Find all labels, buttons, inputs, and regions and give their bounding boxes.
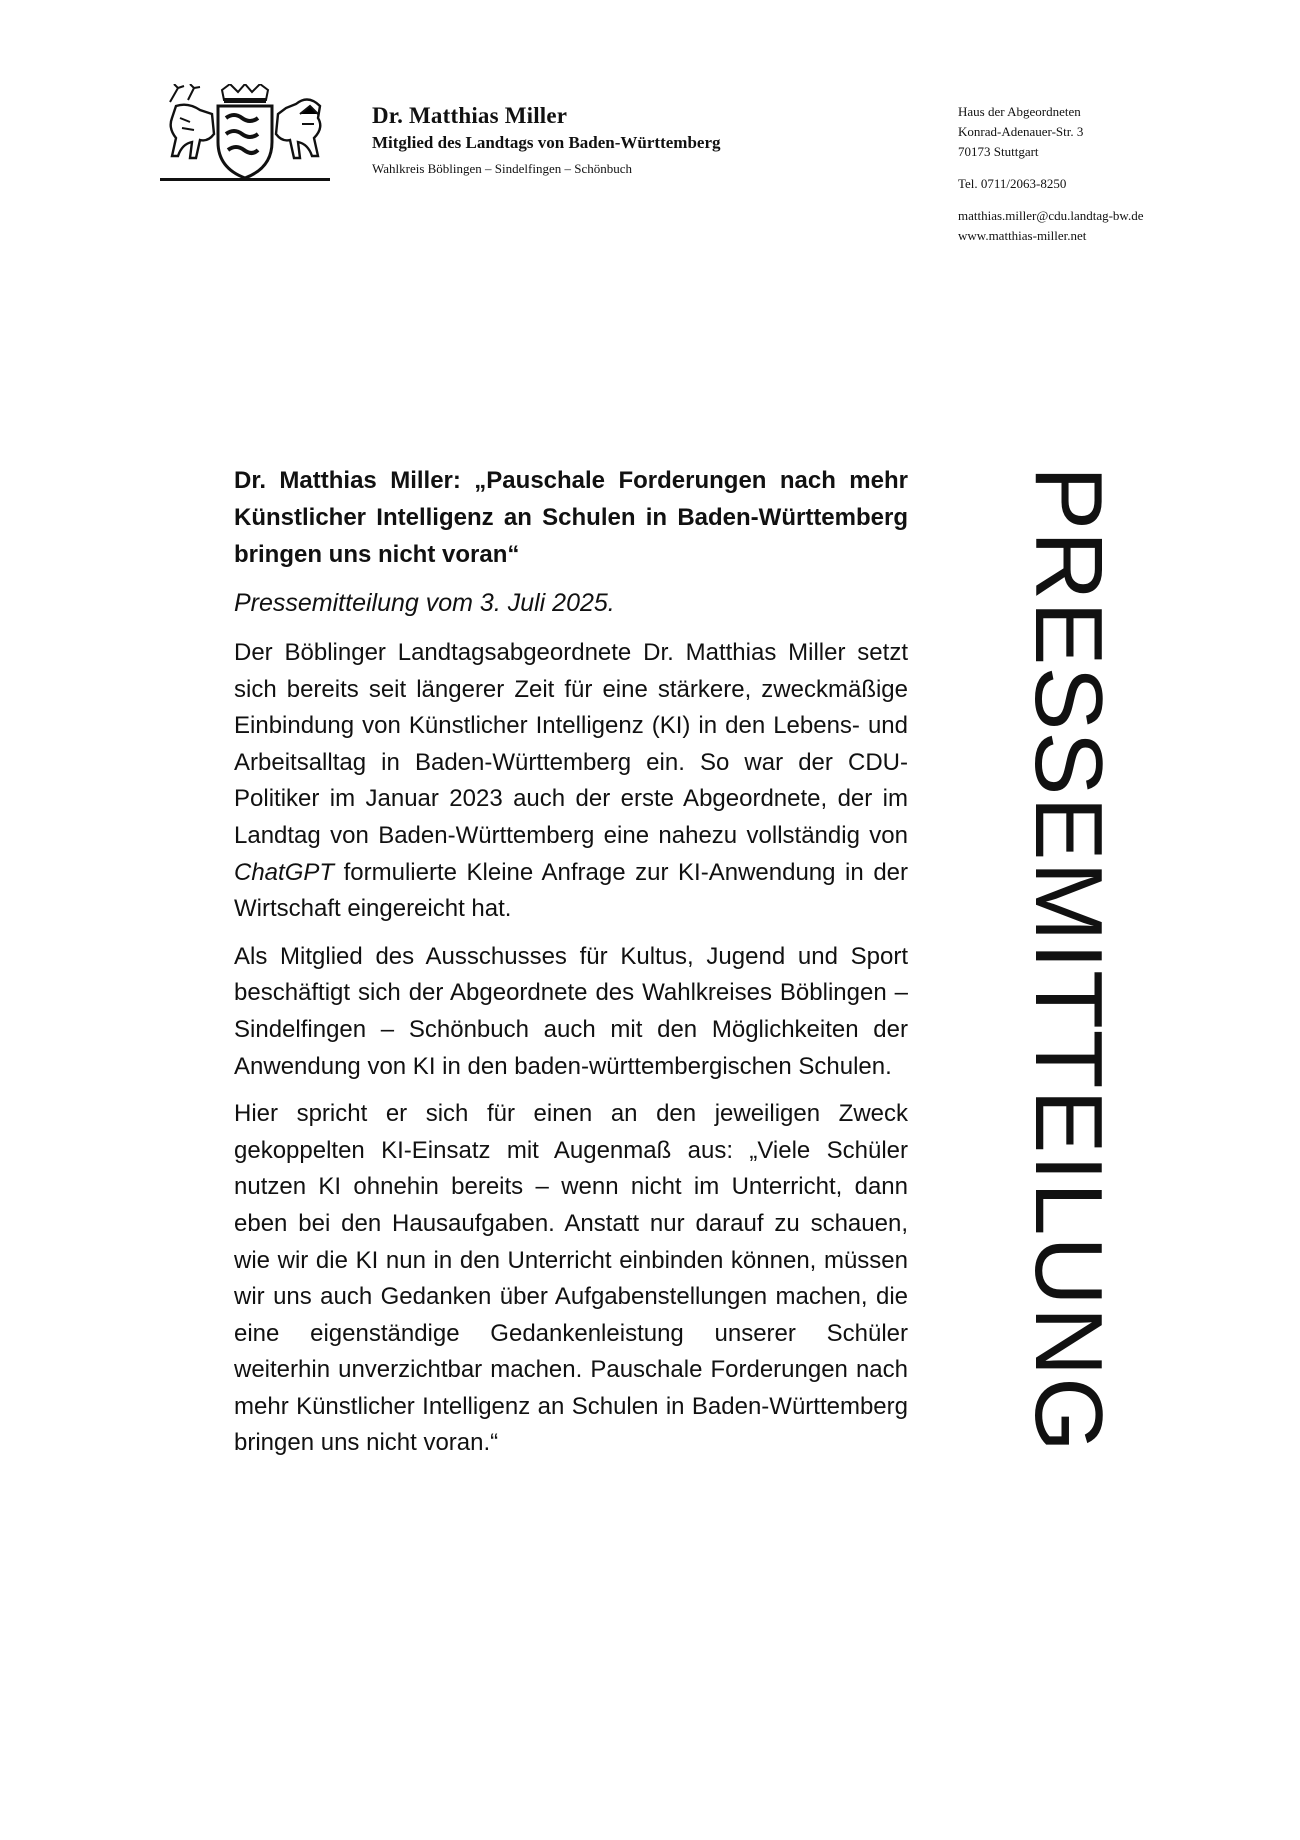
press-release-body — [234, 462, 908, 1473]
phone-number: Tel. 0711/2063-8250 — [958, 176, 1067, 191]
address-line-3: 70173 Stuttgart — [958, 144, 1039, 159]
contact-block — [958, 102, 1144, 246]
address-line-1: Haus der Abgeordneten — [958, 104, 1081, 119]
member-block — [372, 102, 721, 180]
headline: Dr. Matthias Miller: „Pauschale Forderungen nach mehr Künstlicher Intelligenz an Schulen in Baden-Württemberg bringen uns nicht voran“ — [234, 467, 908, 568]
paragraph-3: Hier spricht er sich für einen an den jeweiligen Zweck gekoppelten KI-Einsatz mit Augenmaß aus: „Viele Schüler nutzen KI ohnehin bereits – wenn nicht im Unterricht, dann eben bei den Hausaufgaben. Anstatt nur darauf zu schauen, wie wir die KI nun in den Unterricht einbinden können, müssen wir uns auch Gedanken über Aufgabenstellungen machen, die eine eigenständige Gedankenleistung unserer Schüler weiterhin unverzichtbar machen. Pauschale Forderungen nach mehr Künstlicher Intelligenz an Schulen in Baden-Württemberg bringen uns nicht voran.“ — [234, 1100, 908, 1457]
member-role: Mitglied des Landtags von Baden-Württemberg — [372, 133, 721, 152]
email-address: matthias.miller@cdu.landtag-bw.de — [958, 208, 1144, 223]
member-name: Dr. Matthias Miller — [372, 103, 568, 128]
pressemitteilung-side-label: PRESSEMITTEILUNG — [1015, 466, 1122, 1453]
paragraph-1 — [234, 635, 908, 928]
state-coat-of-arms-icon — [160, 84, 330, 184]
paragraph-1-text-b: formulierte Kleine Anfrage zur KI-Anwendung in der Wirtschaft eingereicht hat. — [234, 858, 908, 923]
website-link: www.matthias-miller.net — [958, 228, 1087, 243]
paragraph-1-text-a: Der Böblinger Landtagsabgeordnete Dr. Matthias Miller setzt sich bereits seit längerer Zeit für eine stärkere, zweckmäßige Einbindung von Künstlicher Intelligenz (KI) in den Lebens- und Arbeitsalltag in Baden-Württemberg ein. So war der CDU-Politiker im Januar 2023 auch der erste Abgeordnete, der im Landtag von Baden-Württemberg eine nahezu vollständig von — [234, 639, 908, 849]
address-line-2: Konrad-Adenauer-Str. 3 — [958, 124, 1084, 139]
chatgpt-emphasis: ChatGPT — [234, 858, 335, 886]
paragraph-2: Als Mitglied des Ausschusses für Kultus, Jugend und Sport beschäftigt sich der Abgeordnete des Wahlkreises Böblingen – Sindelfingen – Schönbuch auch mit den Möglichkeiten der Anwendung von KI in den baden-württembergischen Schulen. — [234, 942, 908, 1080]
release-date: Pressemitteilung vom 3. Juli 2025. — [234, 589, 615, 617]
electoral-district: Wahlkreis Böblingen – Sindelfingen – Schönbuch — [372, 161, 632, 176]
